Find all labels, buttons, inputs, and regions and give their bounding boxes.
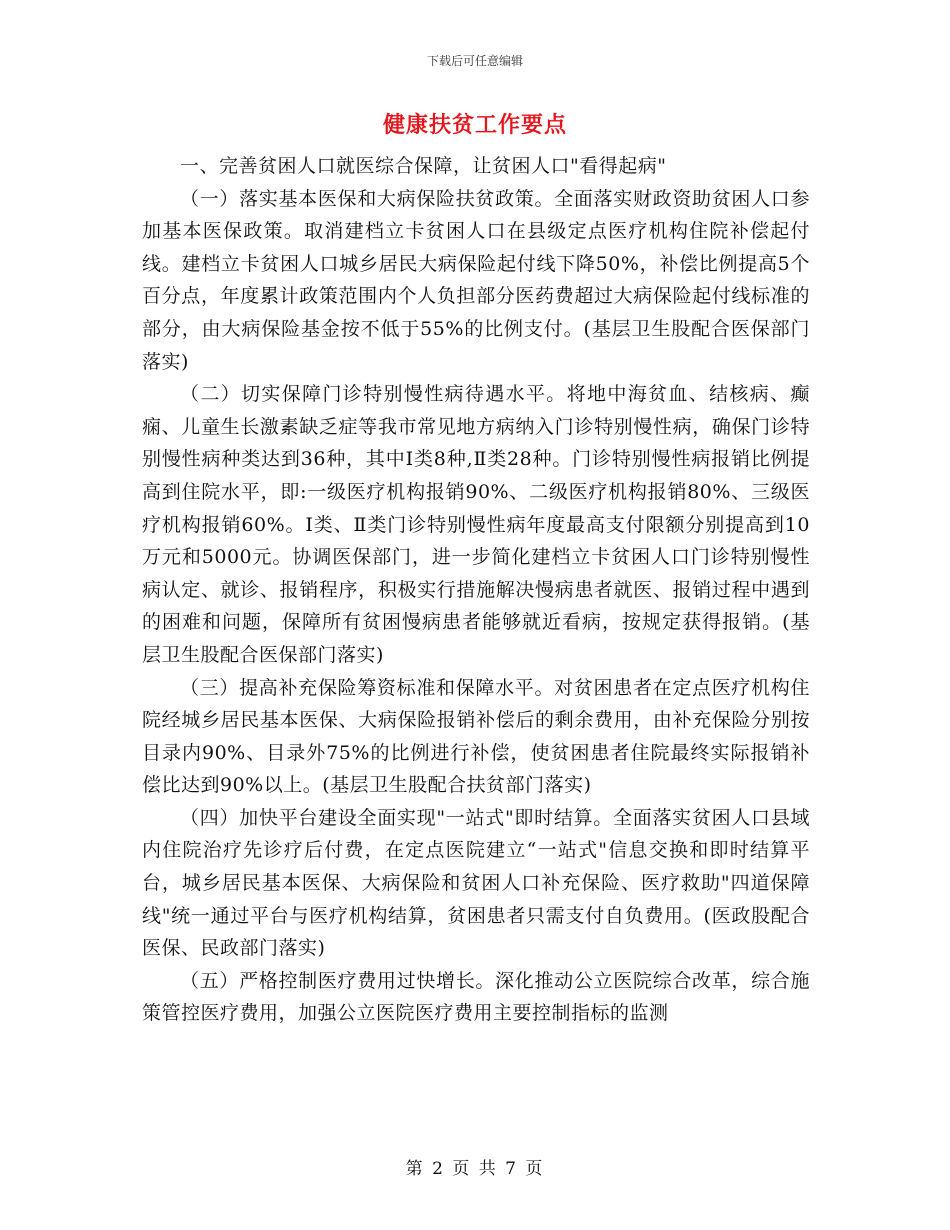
document-body <box>142 150 810 1030</box>
paragraph: （四）加快平台建设全面实现"一站式"即时结算。全面落实贫困人口县域内住院治疗先诊疗后付费，在定点医院建立“一站式"信息交换和即时结算平台，城乡居民基本医保、大病保险和贫困人口补充保险、医疗救助"四道保障线"统一通过平台与医疗机构结算，贫困患者只需支付自负费用。(医政股配合医保、民政部门落实) <box>142 806 810 960</box>
paragraph: （五）严格控制医疗费用过快增长。深化推动公立医院综合改革，综合施策管控医疗费用，加强公立医院医疗费用主要控制指标的监测 <box>142 969 810 1025</box>
paragraph: （二）切实保障门诊特别慢性病待遇水平。将地中海贫血、结核病、癫痫、儿童生长激素缺乏症等我市常见地方病纳入门诊特别慢性病，确保门诊特别慢性病种类达到36种，其中Ⅰ类8种,Ⅱ类28种。门诊特别慢性病报销比例提高到住院水平，即:一级医疗机构报销90%、二级医疗机构报销80%、三级医疗机构报销60%。Ⅰ类、Ⅱ类门诊特别慢性病年度最高支付限额分别提高到10万元和5000元。协调医保部门，进一步简化建档立卡贫困人口门诊特别慢性病认定、就诊、报销程序，积极实行措施解决慢病患者就医、报销过程中遇到的困难和问题，保障所有贫困慢病患者能够就近看病，按规定获得报销。(基层卫生股配合医保部门落实) <box>142 383 810 666</box>
paragraph: （一）落实基本医保和大病保险扶贫政策。全面落实财政资助贫困人口参加基本医保政策。取消建档立卡贫困人口在县级定点医疗机构住院补偿起付线。建档立卡贫困人口城乡居民大病保险起付线下降50%，补偿比例提高5个百分点，年度累计政策范围内个人负担部分医药费超过大病保险起付线标准的部分，由大病保险基金按不低于55%的比例支付。(基层卫生股配合医保部门落实) <box>142 187 810 373</box>
header-note: 下载后可任意编辑 <box>426 54 523 68</box>
section-heading: 一、完善贫困人口就医综合保障，让贫困人口"看得起病" <box>180 155 667 177</box>
document-title: 健康扶贫工作要点 <box>382 112 567 138</box>
paragraph: （三）提高补充保险筹资标准和保障水平。对贫困患者在定点医疗机构住院经城乡居民基本医保、大病保险报销补偿后的剩余费用，由补充保险分别按目录内90%、目录外75%的比例进行补偿，使贫困患者住院最终实际报销补偿比达到90%以上。(基层卫生股配合扶贫部门落实) <box>142 676 810 797</box>
page-number: 第 2 页 共 7 页 <box>405 1159 545 1179</box>
